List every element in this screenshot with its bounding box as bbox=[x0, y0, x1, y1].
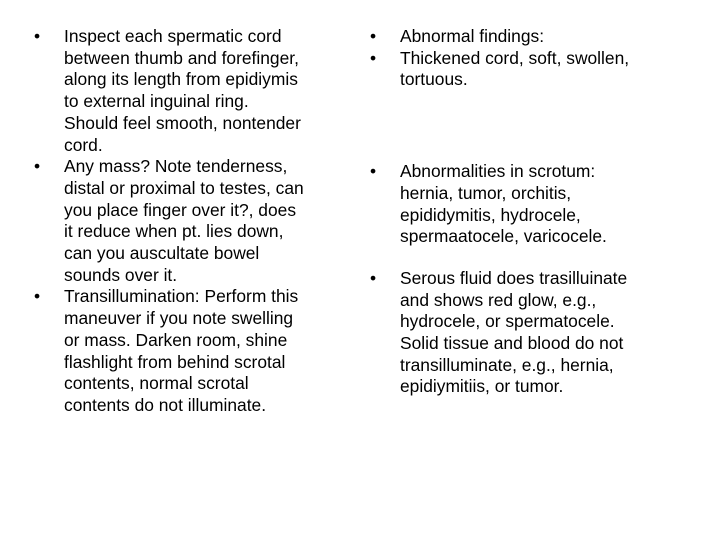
bullet-text: Thickened cord, soft, swollen, tortuous. bbox=[400, 47, 630, 90]
left-column bbox=[34, 26, 344, 417]
bullet-item-scrotum-abnormalities bbox=[370, 161, 680, 248]
bullet-icon: • bbox=[370, 161, 377, 182]
bullet-text: Any mass? Note tenderness, distal or proximal to testes, can you place finger over it?, does it reduce when pt. lies down, can you auscultate bowel sounds over it. bbox=[64, 156, 304, 285]
bullet-text: Serous fluid does trasilluinate and shows red glow, e.g., hydrocele, or spermatocele. Solid tissue and blood do not transilluminate, e.g., hernia, epidiymitiis, or tumor. bbox=[400, 267, 628, 397]
bullet-item-inspect-cord bbox=[34, 26, 344, 156]
bullet-text: Transillumination: Perform this maneuver if you note swelling or mass. Darken room, shine flashlight from behind scrotal contents, normal scrotal contents do not illuminate. bbox=[64, 286, 299, 415]
bullet-item-thickened-cord bbox=[370, 48, 680, 91]
bullet-icon: • bbox=[370, 47, 377, 68]
bullet-text: Abnormal findings: bbox=[400, 26, 545, 46]
bullet-item-serous-fluid bbox=[370, 268, 680, 398]
bullet-text: Inspect each spermatic cord between thumb and forefinger, along its length from epidiymis to external inguinal ring. Should feel smooth, nontender cord. bbox=[64, 26, 301, 155]
bullet-item-any-mass bbox=[34, 156, 344, 286]
bullet-item-abnormal-findings bbox=[370, 26, 680, 48]
right-column bbox=[370, 26, 680, 398]
bullet-icon: • bbox=[34, 286, 41, 307]
bullet-icon: • bbox=[34, 156, 41, 177]
bullet-item-transillumination bbox=[34, 286, 344, 416]
bullet-text: Abnormalities in scrotum: hernia, tumor, orchitis, epididymitis, hydrocele, spermaatocele, varicocele. bbox=[400, 161, 607, 247]
bullet-icon: • bbox=[370, 26, 377, 46]
bullet-icon: • bbox=[34, 26, 41, 46]
bullet-icon: • bbox=[370, 267, 377, 288]
